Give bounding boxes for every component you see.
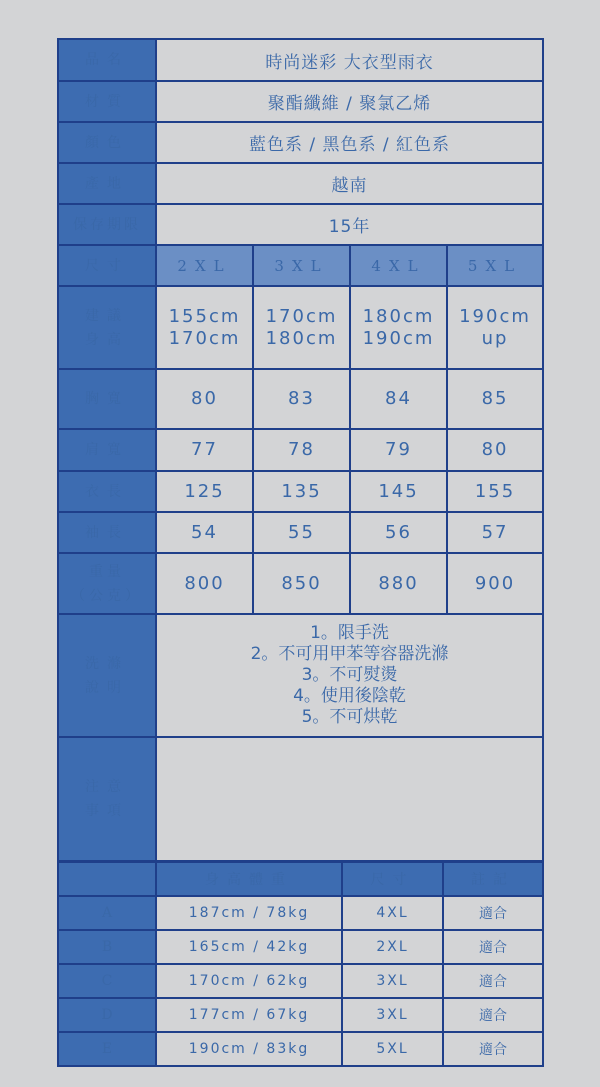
- row-shoulder: [58, 429, 543, 471]
- reference-body: 187cm / 78kg: [156, 896, 342, 930]
- care-item: 1。限手洗: [310, 623, 389, 643]
- row-height: [58, 286, 543, 369]
- product-name: 時尚迷彩 大衣型雨衣: [156, 39, 543, 81]
- weight-label: 重量 （公克）: [58, 553, 156, 614]
- care-item: 3。不可熨燙: [301, 665, 398, 685]
- reference-size: 3XL: [342, 964, 443, 998]
- origin-label: 產地: [58, 163, 156, 204]
- reference-size: 4XL: [342, 896, 443, 930]
- reference-header-blank: [58, 862, 156, 896]
- reference-body: 190cm / 83kg: [156, 1032, 342, 1066]
- sleeve-label: 袖長: [58, 512, 156, 553]
- length-label: 衣長: [58, 471, 156, 512]
- reference-body: 165cm / 42kg: [156, 930, 342, 964]
- sleeve-value: 56: [350, 512, 447, 553]
- reference-size: 3XL: [342, 998, 443, 1032]
- origin-value: 越南: [156, 163, 543, 204]
- reference-note: 適合: [443, 1032, 543, 1066]
- height-cell: 180cm 190cm: [350, 286, 447, 369]
- sleeve-value: 57: [447, 512, 543, 553]
- care-label: 洗滌 說明: [58, 614, 156, 737]
- weight-value: 850: [253, 553, 350, 614]
- notes-label: 注意 事項: [58, 737, 156, 861]
- size-header: 5XL: [447, 245, 543, 286]
- length-value: 135: [253, 471, 350, 512]
- row-origin: [58, 163, 543, 204]
- row-name: [58, 39, 543, 81]
- material-label: 材質: [58, 81, 156, 122]
- height-label: 建議 身高: [58, 286, 156, 369]
- care-item: 5。不可烘乾: [301, 707, 398, 727]
- size-header: 2XL: [156, 245, 253, 286]
- sleeve-value: 55: [253, 512, 350, 553]
- reference-note: 適合: [443, 896, 543, 930]
- reference-body: 177cm / 67kg: [156, 998, 342, 1032]
- length-value: 155: [447, 471, 543, 512]
- table-row: [58, 964, 543, 998]
- care-item: 2。不可用甲苯等容器洗滌: [250, 644, 449, 664]
- chest-value: 80: [156, 369, 253, 429]
- color-label: 顏色: [58, 122, 156, 163]
- reference-id: D: [58, 998, 156, 1032]
- notes-value: [156, 737, 543, 861]
- row-size-header: [58, 245, 543, 286]
- reference-header: [58, 862, 543, 896]
- size-label: 尺寸: [58, 245, 156, 286]
- shoulder-value: 80: [447, 429, 543, 471]
- storage-label: 保存期限: [58, 204, 156, 245]
- chest-value: 84: [350, 369, 447, 429]
- row-color: [58, 122, 543, 163]
- reference-size: 2XL: [342, 930, 443, 964]
- table-row: [58, 998, 543, 1032]
- chest-value: 85: [447, 369, 543, 429]
- table-row: [58, 930, 543, 964]
- shoulder-label: 肩寬: [58, 429, 156, 471]
- height-cell: 170cm 180cm: [253, 286, 350, 369]
- height-cell: 190cm up: [447, 286, 543, 369]
- table-row: [58, 1032, 543, 1066]
- reference-body: 170cm / 62kg: [156, 964, 342, 998]
- row-notes: [58, 737, 543, 861]
- size-header: 3XL: [253, 245, 350, 286]
- row-length: [58, 471, 543, 512]
- row-material: [58, 81, 543, 122]
- color-value: 藍色系 / 黑色系 / 紅色系: [156, 122, 543, 163]
- size-header: 4XL: [350, 245, 447, 286]
- reference-size: 5XL: [342, 1032, 443, 1066]
- reference-note: 適合: [443, 998, 543, 1032]
- shoulder-value: 79: [350, 429, 447, 471]
- chest-value: 83: [253, 369, 350, 429]
- row-chest: [58, 369, 543, 429]
- row-care: [58, 614, 543, 737]
- care-instructions: [156, 614, 543, 737]
- height-cell: 155cm 170cm: [156, 286, 253, 369]
- storage-value: 15年: [156, 204, 543, 245]
- reference-note: 適合: [443, 930, 543, 964]
- reference-id: C: [58, 964, 156, 998]
- weight-value: 900: [447, 553, 543, 614]
- weight-value: 800: [156, 553, 253, 614]
- reference-id: A: [58, 896, 156, 930]
- product-spec-table: [57, 38, 544, 862]
- length-value: 125: [156, 471, 253, 512]
- shoulder-value: 78: [253, 429, 350, 471]
- reference-header-size: 尺寸: [342, 862, 443, 896]
- row-sleeve: [58, 512, 543, 553]
- table-row: [58, 896, 543, 930]
- reference-header-note: 註記: [443, 862, 543, 896]
- sleeve-value: 54: [156, 512, 253, 553]
- row-storage: [58, 204, 543, 245]
- reference-table: [57, 861, 544, 1067]
- reference-header-body: 身高體重: [156, 862, 342, 896]
- material-value: 聚酯纖維 / 聚氯乙烯: [156, 81, 543, 122]
- reference-note: 適合: [443, 964, 543, 998]
- weight-value: 880: [350, 553, 447, 614]
- chest-label: 胸寬: [58, 369, 156, 429]
- reference-id: E: [58, 1032, 156, 1066]
- row-weight: [58, 553, 543, 614]
- name-label: 品名: [58, 39, 156, 81]
- care-item: 4。使用後陰乾: [293, 686, 406, 706]
- shoulder-value: 77: [156, 429, 253, 471]
- reference-id: B: [58, 930, 156, 964]
- length-value: 145: [350, 471, 447, 512]
